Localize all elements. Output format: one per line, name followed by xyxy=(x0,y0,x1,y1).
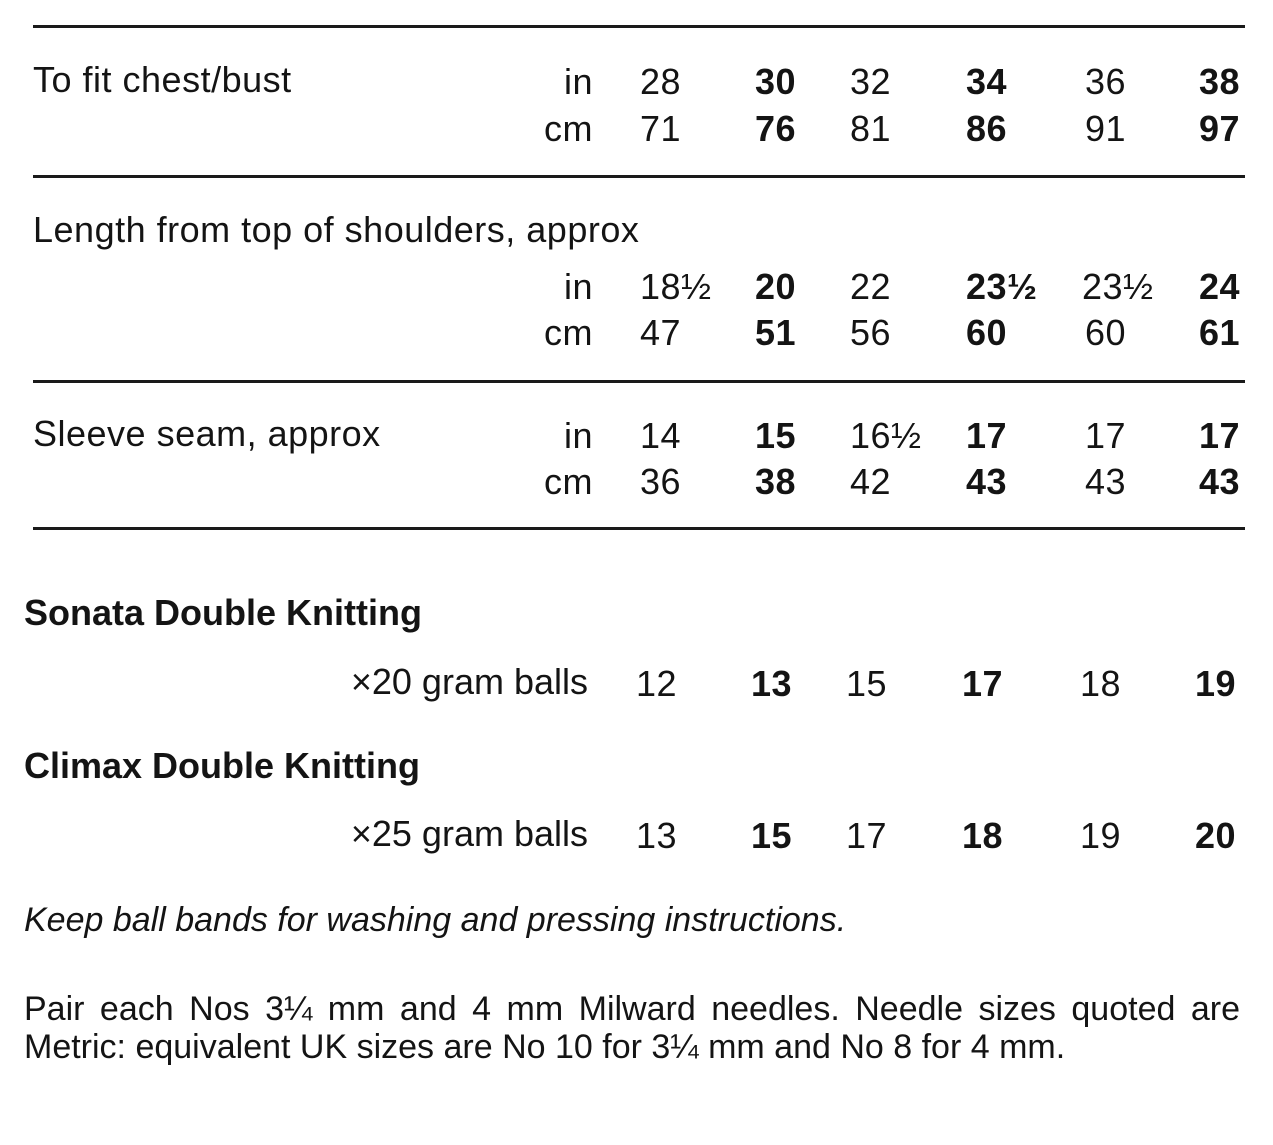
chest-in-value-6: 38 xyxy=(1199,61,1241,102)
top-rule xyxy=(33,25,1245,28)
length-in-value-2: 20 xyxy=(755,266,797,307)
length-in-value-4: 23½ xyxy=(966,266,1038,307)
sleeve-in-value-5: 17 xyxy=(1085,415,1127,456)
chest-cm-value-4: 86 xyxy=(966,108,1008,149)
sleeve-in-value-1: 14 xyxy=(640,415,682,456)
chest-cm-value-6: 97 xyxy=(1199,108,1241,149)
sleeve-in-value-3: 16½ xyxy=(850,415,922,456)
chest-cm-value-2: 76 xyxy=(755,108,797,149)
rule-after-length xyxy=(33,380,1245,383)
sleeve-in-value-4: 17 xyxy=(966,415,1008,456)
chest-cm-unit: cm xyxy=(544,108,593,149)
sleeve-cm-value-1: 36 xyxy=(640,461,682,502)
length-in-value-6: 24 xyxy=(1199,266,1241,307)
climax-value-5: 19 xyxy=(1080,815,1122,856)
sonata-value-6: 19 xyxy=(1195,663,1237,704)
length-in-value-5: 23½ xyxy=(1082,266,1154,307)
sleeve-cm-value-5: 43 xyxy=(1085,461,1127,502)
sleeve-cm-value-2: 38 xyxy=(755,461,797,502)
climax-value-4: 18 xyxy=(962,815,1004,856)
chest-in-value-3: 32 xyxy=(850,61,892,102)
chest-cm-value-5: 91 xyxy=(1085,108,1127,149)
sleeve-cm-value-4: 43 xyxy=(966,461,1008,502)
sleeve-cm-value-6: 43 xyxy=(1199,461,1241,502)
length-label: Length from top of shoulders, approx xyxy=(33,209,640,250)
chest-cm-value-3: 81 xyxy=(850,108,892,149)
length-cm-value-2: 51 xyxy=(755,312,797,353)
length-cm-unit: cm xyxy=(544,312,593,353)
sonata-value-2: 13 xyxy=(751,663,793,704)
length-in-value-3: 22 xyxy=(850,266,892,307)
sleeve-label: Sleeve seam, approx xyxy=(33,413,381,454)
length-in-unit: in xyxy=(563,266,593,307)
sleeve-in-unit: in xyxy=(563,415,593,456)
sleeve-cm-value-3: 42 xyxy=(850,461,892,502)
yarn-title-sonata: Sonata Double Knitting xyxy=(24,592,422,633)
chest-label: To fit chest/bust xyxy=(33,59,292,100)
rule-after-sleeve xyxy=(33,527,1245,530)
ball-bands-note: Keep ball bands for washing and pressing instructions. xyxy=(24,901,847,939)
yarn-title-climax: Climax Double Knitting xyxy=(24,745,420,786)
needles-paragraph: Pair each Nos 3¼ mm and 4 mm Milward needles. Needle sizes quoted are Metric: equivalent UK sizes are No 10 for 3¼ mm and No 8 for 4 mm. xyxy=(24,990,1240,1066)
climax-value-6: 20 xyxy=(1195,815,1237,856)
length-cm-value-4: 60 xyxy=(966,312,1008,353)
sonata-value-4: 17 xyxy=(962,663,1004,704)
chest-in-value-4: 34 xyxy=(966,61,1008,102)
yarn-sonata-balls-label: ×20 gram balls xyxy=(350,661,588,702)
length-cm-value-1: 47 xyxy=(640,312,682,353)
climax-value-1: 13 xyxy=(636,815,678,856)
chest-in-unit: in xyxy=(563,61,593,102)
sonata-value-3: 15 xyxy=(846,663,888,704)
climax-value-3: 17 xyxy=(846,815,888,856)
chest-in-value-2: 30 xyxy=(755,61,797,102)
chest-in-value-5: 36 xyxy=(1085,61,1127,102)
rule-after-chest xyxy=(33,175,1245,178)
chest-in-value-1: 28 xyxy=(640,61,682,102)
sonata-value-1: 12 xyxy=(636,663,678,704)
sleeve-in-value-6: 17 xyxy=(1199,415,1241,456)
length-cm-value-6: 61 xyxy=(1199,312,1241,353)
length-in-value-1: 18½ xyxy=(640,266,712,307)
length-cm-value-3: 56 xyxy=(850,312,892,353)
sleeve-in-value-2: 15 xyxy=(755,415,797,456)
climax-value-2: 15 xyxy=(751,815,793,856)
chest-cm-value-1: 71 xyxy=(640,108,682,149)
length-cm-value-5: 60 xyxy=(1085,312,1127,353)
sleeve-cm-unit: cm xyxy=(544,461,593,502)
yarn-climax-balls-label: ×25 gram balls xyxy=(350,813,588,854)
sonata-value-5: 18 xyxy=(1080,663,1122,704)
